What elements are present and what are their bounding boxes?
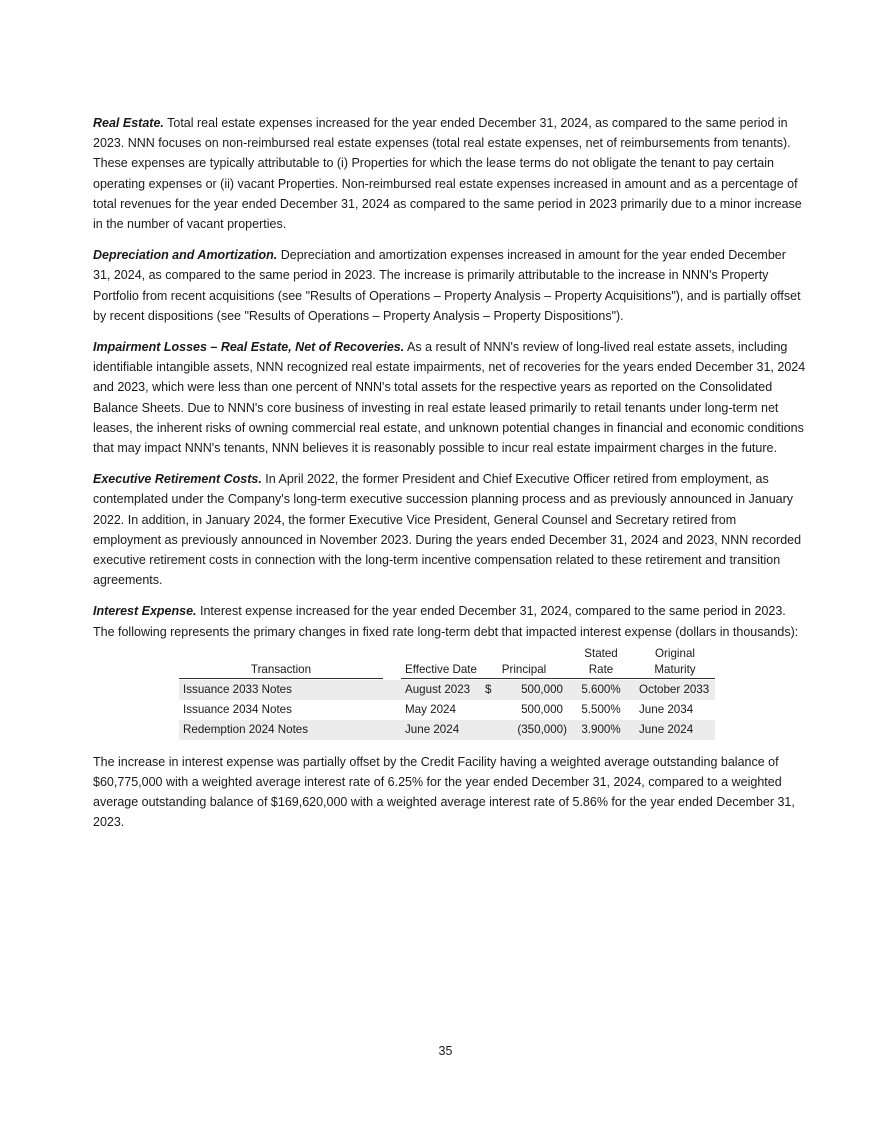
cell-principal: 500,000 [521,702,563,716]
document-page [93,113,806,844]
header-original-maturity: Original Maturity [635,646,715,680]
cell-original-maturity: June 2024 [635,720,715,740]
text-executive: In April 2022, the former President and Chief Executive Officer retired from employment, as contemplated under the Company's long-term executive succession planning process and as previously announced in January 2022. In addition, in January 2024, the former Executive Vice President, General Counsel and Secretary retired from employment as previously announced in November 2023. During the years ended December 31, 2024 and 2023, NNN recorded executive retirement costs in connection with the long-term incentive compensation related to these retirement and transition agreements. [93,472,802,588]
heading-depreciation: Depreciation and Amortization. [93,248,278,263]
text-interest: Interest expense increased for the year ended December 31, 2024, compared to the same period in 2023. The following represents the primary changes in fixed rate long-term debt that impacted interest expense (dollars in thousands): [93,604,799,639]
paragraph-real-estate [93,113,806,234]
text-impairment: As a result of NNN's review of long-lived real estate assets, including identifiable intangible assets, NNN recognized real estate impairments, net of recoveries for the years ended December 31, 2024 and 2023, which were less than one percent of NNN's total assets for the respective years as reported on the Consolidated Balance Sheets. Due to NNN's core business of investing in real estate leased primarily to retail tenants under long-term net leases, the inherent risks of owning commercial real estate, and unknown potential changes in financial and economic conditions that may impact NNN's tenants, NNN believes it is reasonably possible to incur real estate impairment charges in the future. [93,340,806,456]
cell-original-maturity: October 2033 [635,680,715,700]
cell-effective-date: June 2024 [401,720,481,740]
header-principal: Principal [481,646,567,680]
cell-effective-date: August 2023 [401,680,481,700]
text-real-estate: Total real estate expenses increased for the year ended December 31, 2024, as compared to the same period in 2023. NNN focuses on non-reimbursed real estate expenses (total real estate expenses, net of reimbursements from tenants). These expenses are typically attributable to (i) Properties for which the lease terms do not obligate the tenant to pay certain operating expenses or (ii) vacant Properties. Non-reimbursed real estate expenses increased in amount and as a percentage of total revenues for the year ended December 31, 2024 as compared to the same period in 2023 primarily due to a minor increase in the number of vacant properties. [93,116,802,232]
paragraph-interest [93,601,806,641]
table-row [179,680,715,700]
header-stated-rate: Stated Rate [567,646,635,680]
cell-principal: (350,000) [499,720,567,740]
heading-interest: Interest Expense. [93,604,197,619]
heading-real-estate: Real Estate. [93,116,164,130]
cell-stated-rate: 5.600% [567,680,635,700]
debt-changes-table [179,646,715,740]
cell-transaction: Issuance 2033 Notes [179,680,383,700]
cell-effective-date: May 2024 [405,702,456,716]
table-row [179,700,715,720]
paragraph-executive [93,469,806,590]
cell-transaction: Redemption 2024 Notes [179,720,383,740]
cell-original-maturity: June 2034 [639,702,694,716]
heading-impairment: Impairment Losses – Real Estate, Net of Recoveries. [93,340,405,355]
page-number: 35 [438,1044,453,1058]
cell-transaction: Issuance 2034 Notes [183,702,292,716]
cell-currency: $ [481,680,499,700]
paragraph-impairment [93,337,806,458]
cell-stated-rate: 5.500% [581,702,621,716]
cell-currency [481,700,499,720]
heading-executive: Executive Retirement Costs. [93,472,262,487]
cell-stated-rate: 3.900% [567,720,635,740]
paragraph-closing: The increase in interest expense was partially offset by the Credit Facility having a weighted average outstanding balance of $60,775,000 with a weighted average interest rate of 6.25% for the year ended December 31, 2024, compared to a weighted average outstanding balance of $169,620,000 with a weighted average interest rate of 5.86% for the year ended December 31, 2023. [93,754,795,830]
table-header-row [179,646,715,680]
cell-principal: 500,000 [499,680,567,700]
table-row [179,720,715,740]
header-effective-date: Effective Date [401,646,481,680]
cell-currency [481,720,499,740]
paragraph-depreciation [93,245,806,326]
text-depreciation: Depreciation and amortization expenses increased in amount for the year ended December 31, 2024, as compared to the same period in 2023. The increase is primarily attributable to the increase in NNN's Property Portfolio from recent acquisitions (see "Results of Operations – Property Analysis – Property Acquisitions"), and is partially offset by recent dispositions (see "Results of Operations – Property Analysis – Property Dispositions"). [93,248,801,323]
header-transaction: Transaction [179,646,383,680]
